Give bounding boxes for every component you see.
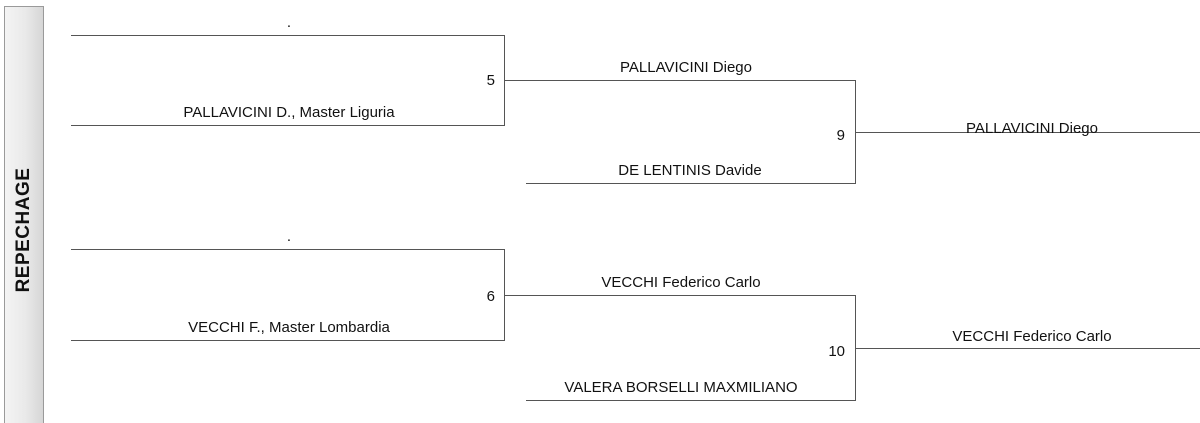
winner-name: PALLAVICINI Diego (965, 120, 1099, 137)
bracket-line (505, 80, 856, 81)
entry-name: DE LENTINIS Davide (618, 162, 762, 179)
match-number: 9 (836, 127, 845, 144)
entry-name: PALLAVICINI Diego (619, 59, 753, 76)
bracket-line (71, 249, 505, 250)
entry-name: VECCHI Federico Carlo (601, 274, 761, 291)
match-number: 6 (486, 288, 495, 305)
entry-name: . (286, 14, 292, 31)
entry-name: VECCHI F., Master Lombardia (188, 319, 390, 336)
match-number: 10 (828, 343, 845, 360)
bracket-line (71, 35, 505, 36)
bracket-line (505, 295, 856, 296)
bracket-line (71, 125, 505, 126)
section-label: REPECHAGE (13, 167, 34, 293)
match-number: 5 (486, 72, 495, 89)
winner-name: VECCHI Federico Carlo (952, 328, 1112, 345)
entry-name: VALERA BORSELLI MAXMILIANO (564, 379, 798, 396)
bracket-line (71, 340, 505, 341)
entry-name: PALLAVICINI D., Master Liguria (183, 104, 395, 121)
bracket-line (856, 348, 1200, 349)
bracket-line (526, 400, 856, 401)
bracket-line (526, 183, 856, 184)
entry-name: . (286, 228, 292, 245)
